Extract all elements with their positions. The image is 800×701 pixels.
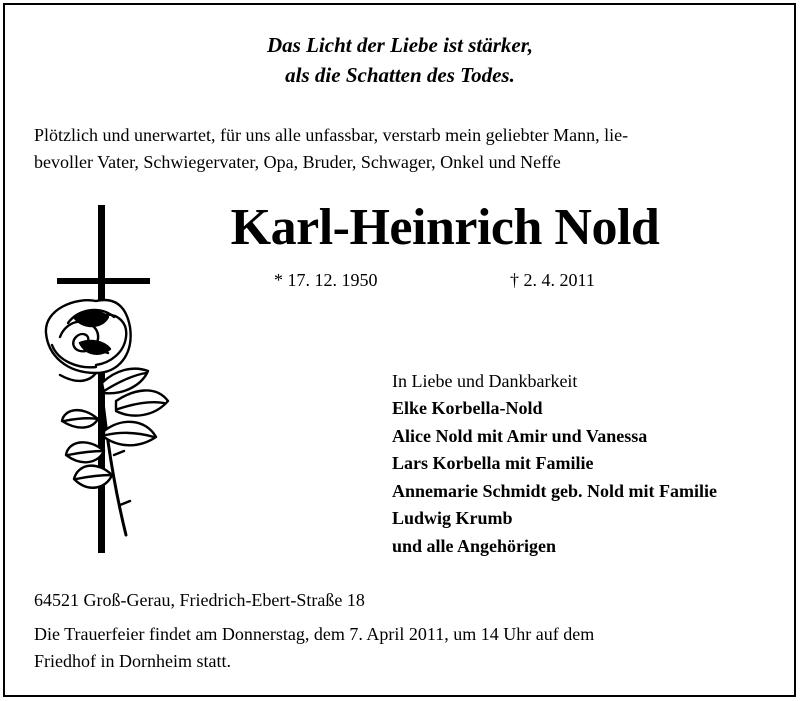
family-address: 64521 Groß-Gerau, Friedrich-Ebert-Straße 18 bbox=[34, 590, 365, 610]
death-date: † 2. 4. 2011 bbox=[510, 270, 595, 290]
funeral-line-2: Friedhof in Dornheim statt. bbox=[34, 651, 231, 671]
funeral-notice bbox=[34, 621, 768, 675]
mourner-name: Ludwig Krumb bbox=[392, 508, 513, 528]
mourner-name: Elke Korbella-Nold bbox=[392, 398, 543, 418]
motto bbox=[0, 30, 800, 90]
deceased-name: Karl-Heinrich Nold bbox=[230, 199, 660, 256]
birth-date: * 17. 12. 1950 bbox=[274, 270, 378, 290]
mourners-list bbox=[392, 395, 717, 560]
mourning-heading: In Liebe und Dankbarkeit bbox=[392, 371, 578, 391]
motto-line-2: als die Schatten des Todes. bbox=[285, 63, 515, 87]
intro-text bbox=[34, 122, 774, 176]
funeral-line-1: Die Trauerfeier findet am Donnerstag, dem 7. April 2011, um 14 Uhr auf dem bbox=[34, 624, 595, 644]
mourners-block bbox=[392, 368, 717, 560]
intro-line-2: bevoller Vater, Schwiegervater, Opa, Bruder, Schwager, Onkel und Neffe bbox=[34, 152, 561, 172]
mourner-name: Alice Nold mit Amir und Vanessa bbox=[392, 425, 648, 446]
motto-line-1: Das Licht der Liebe ist stärker, bbox=[267, 33, 533, 57]
mourner-name: Annemarie Schmidt geb. Nold mit Familie bbox=[392, 480, 717, 501]
intro-line-1: Plötzlich und unerwartet, für uns alle unfassbar, verstarb mein geliebter Mann, lie- bbox=[34, 125, 629, 145]
mourner-name: und alle Angehörigen bbox=[392, 535, 557, 556]
mourner-name: Lars Korbella mit Familie bbox=[392, 453, 594, 473]
rose-icon bbox=[46, 300, 168, 535]
